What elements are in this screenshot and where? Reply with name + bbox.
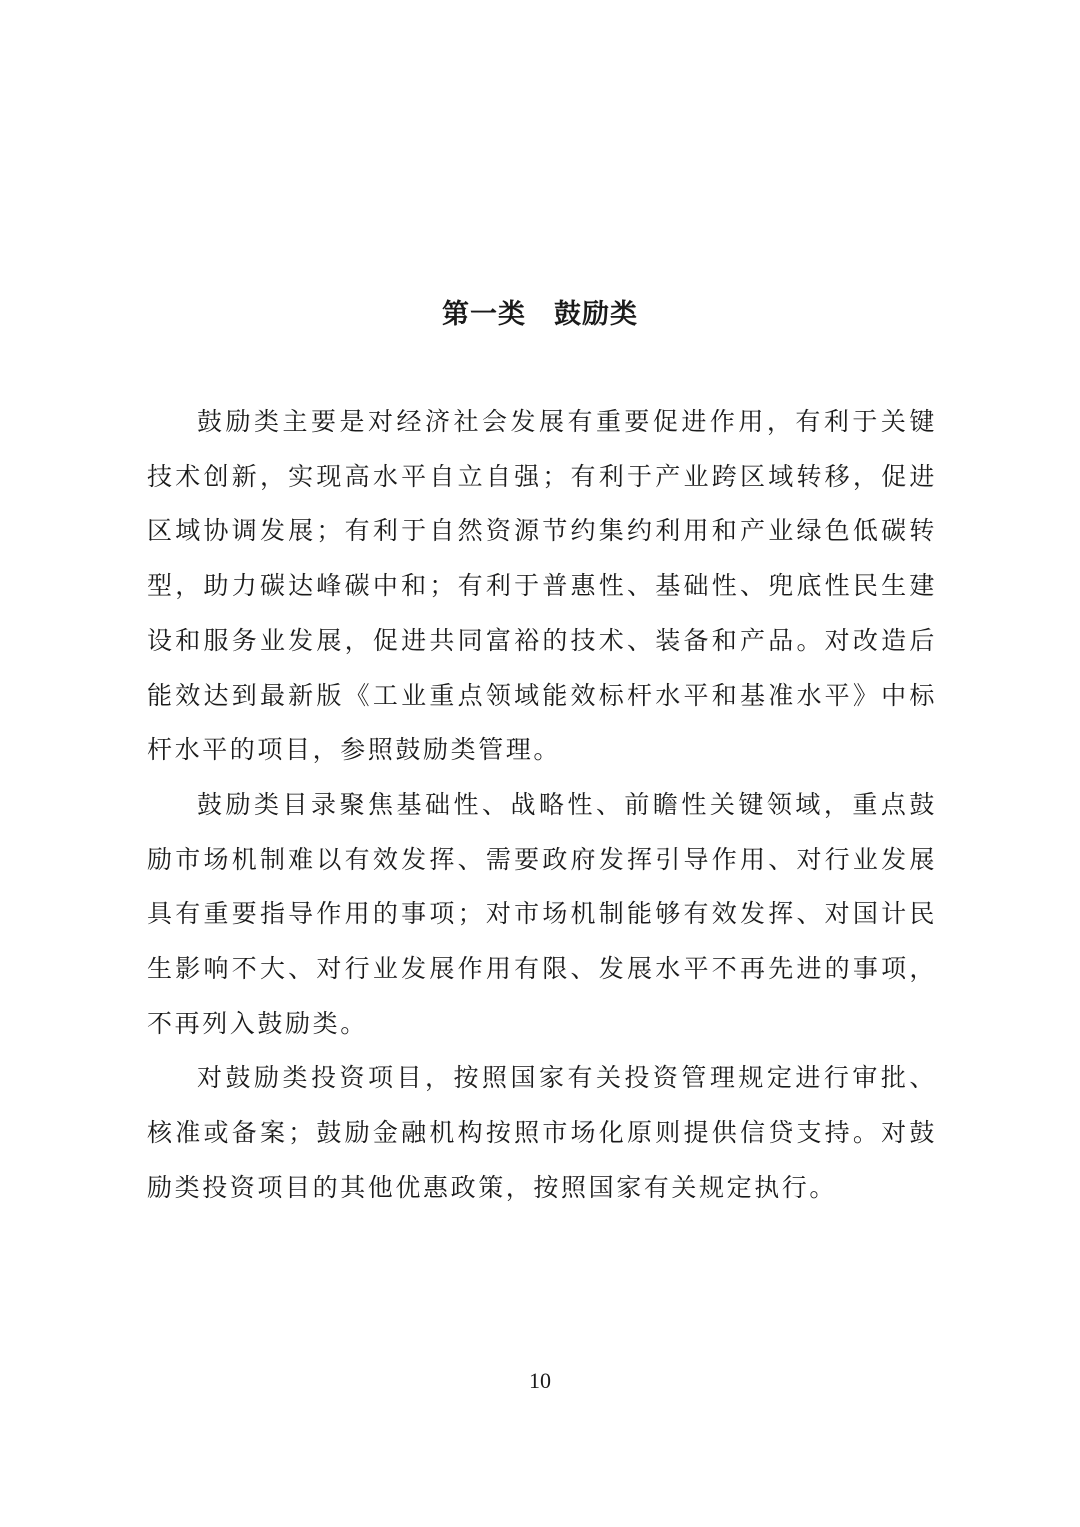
paragraph-2: 鼓励类目录聚焦基础性、战略性、前瞻性关键领域，重点鼓励市场机制难以有效发挥、需要政府发挥引导作用、对行业发展具有重要指导作用的事项；对市场机制能够有效发挥、对国计民生影响不大、对行业发展作用有限、发展水平不再先进的事项，不再列入鼓励类。 bbox=[147, 789, 937, 1038]
paragraph-1: 鼓励类主要是对经济社会发展有重要促进作用，有利于关键技术创新，实现高水平自立自强；有利于产业跨区域转移，促进区域协调发展；有利于自然资源节约集约利用和产业绿色低碳转型，助力碳达峰碳中和；有利于普惠性、基础性、兜底性民生建设和服务业发展，促进共同富裕的技术、装备和产品。对改造后能效达到最新版《工业重点领域能效标杆水平和基准水平》中标杆水平的项目，参照鼓励类管理。 bbox=[147, 407, 937, 765]
page-number: 10 bbox=[529, 1368, 551, 1393]
body-text bbox=[147, 395, 937, 1216]
paragraph-3: 对鼓励类投资项目，按照国家有关投资管理规定进行审批、核准或备案；鼓励金融机构按照市场化原则提供信贷支持。对鼓励类投资项目的其他优惠政策，按照国家有关规定执行。 bbox=[147, 1063, 937, 1202]
section-title: 第一类 鼓励类 bbox=[442, 299, 638, 330]
